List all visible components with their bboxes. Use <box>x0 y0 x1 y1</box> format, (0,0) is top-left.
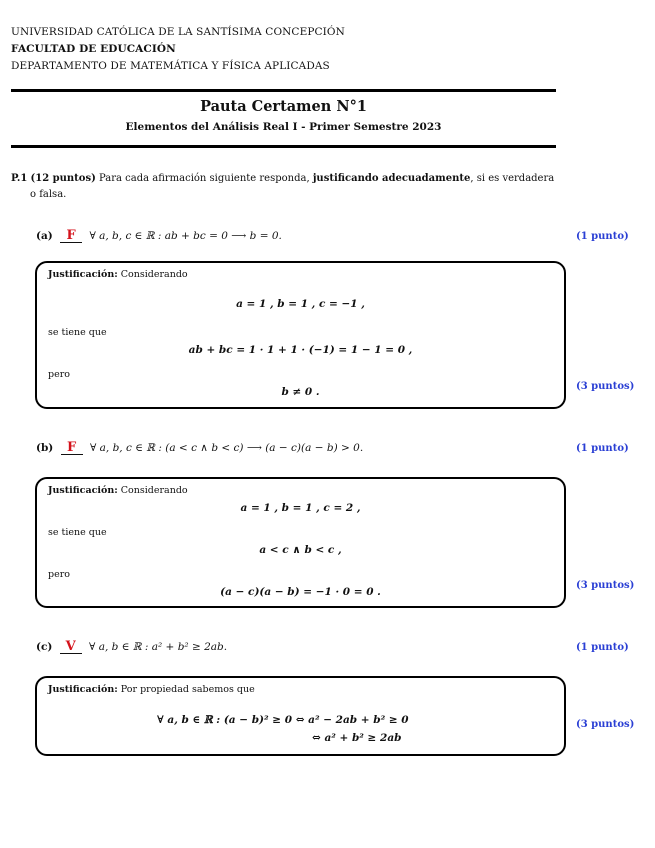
item-a-statement <box>36 229 282 243</box>
item-a-justification-intro <box>48 269 188 280</box>
item-a-eq2: ab + bc = 1 · 1 + 1 · (−1) = 1 − 1 = 0 , <box>188 344 413 356</box>
exam-subtitle: Elementos del Análisis Real I - Primer Semestre 2023 <box>125 121 442 133</box>
item-a-text2: se tiene que <box>48 327 107 338</box>
item-b-text3: pero <box>48 569 70 580</box>
item-b-eq2: a < c ∧ b < c , <box>259 544 342 556</box>
item-c-eq1: ∀ a, b ∈ ℝ : (a − b)² ≥ 0 ⇔ a² − 2ab + b² ≥ 0 <box>157 714 409 726</box>
item-c-statement <box>36 640 227 654</box>
item-a-text3: pero <box>48 369 70 380</box>
item-b-eq3: (a − c)(a − b) = −1 · 0 = 0 . <box>220 586 381 598</box>
item-c-justification-text: Por propiedad sabemos que <box>120 684 255 695</box>
item-a-answer: F <box>60 229 82 243</box>
item-a-justification-points: (3 puntos) <box>576 381 635 392</box>
problem-statement <box>11 171 571 203</box>
problem-label: P.1 <box>11 173 28 184</box>
item-c-justification-box <box>35 676 566 756</box>
item-c-formula: ∀ a, b ∈ ℝ : a² + b² ≥ 2ab. <box>89 641 228 653</box>
item-b-text2: se tiene que <box>48 527 107 538</box>
exam-title: Pauta Certamen N°1 <box>200 98 367 115</box>
problem-text-a: Para cada afirmación siguiente responda, <box>95 173 313 184</box>
item-a-eq1: a = 1 , b = 1 , c = −1 , <box>236 298 365 310</box>
item-b-answer: F <box>61 441 83 455</box>
item-a-justification-label: Justificación: <box>48 269 118 280</box>
item-a-justification-box <box>35 261 566 409</box>
item-a-statement-points: (1 punto) <box>576 231 629 242</box>
item-c-eq2: ⇔ a² + b² ≥ 2ab <box>312 732 402 744</box>
item-b-justification-points: (3 puntos) <box>576 580 635 591</box>
problem-text-c: o falsa. <box>30 189 67 200</box>
bottom-rule <box>11 145 556 148</box>
item-c-justification-intro <box>48 684 255 695</box>
item-a-justification-text: Considerando <box>120 269 188 280</box>
item-a-formula: ∀ a, b, c ∈ ℝ : ab + bc = 0 ⟶ b = 0. <box>89 230 282 242</box>
university-name: UNIVERSIDAD CATÓLICA DE LA SANTÍSIMA CONCEPCIÓN <box>11 26 345 38</box>
item-b-label: (b) <box>36 442 54 454</box>
item-c-statement-points: (1 punto) <box>576 642 629 653</box>
faculty-name: FACULTAD DE EDUCACIÓN <box>11 43 176 55</box>
department-name: DEPARTAMENTO DE MATEMÁTICA Y FÍSICA APLICADAS <box>11 60 330 72</box>
item-b-justification-box <box>35 477 566 608</box>
problem-text-bold: justificando adecuadamente <box>312 173 471 184</box>
item-a-eq3: b ≠ 0 . <box>281 386 320 398</box>
item-b-justification-label: Justificación: <box>48 485 118 496</box>
item-b-justification-intro <box>48 485 188 496</box>
problem-points: (12 puntos) <box>30 173 96 184</box>
item-b-formula: ∀ a, b, c ∈ ℝ : (a < c ∧ b < c) ⟶ (a − c)(a − b) > 0. <box>89 442 364 454</box>
top-rule <box>11 89 556 92</box>
item-c-justification-points: (3 puntos) <box>576 719 635 730</box>
item-c-label: (c) <box>36 641 53 653</box>
problem-text-b: , si es verdadera <box>470 173 555 184</box>
item-c-answer: V <box>60 640 82 654</box>
item-b-eq1: a = 1 , b = 1 , c = 2 , <box>240 502 361 514</box>
item-b-statement-points: (1 punto) <box>576 443 629 454</box>
item-b-statement <box>36 441 363 455</box>
item-b-justification-text: Considerando <box>120 485 188 496</box>
item-a-label: (a) <box>36 230 53 242</box>
item-c-justification-label: Justificación: <box>48 684 118 695</box>
